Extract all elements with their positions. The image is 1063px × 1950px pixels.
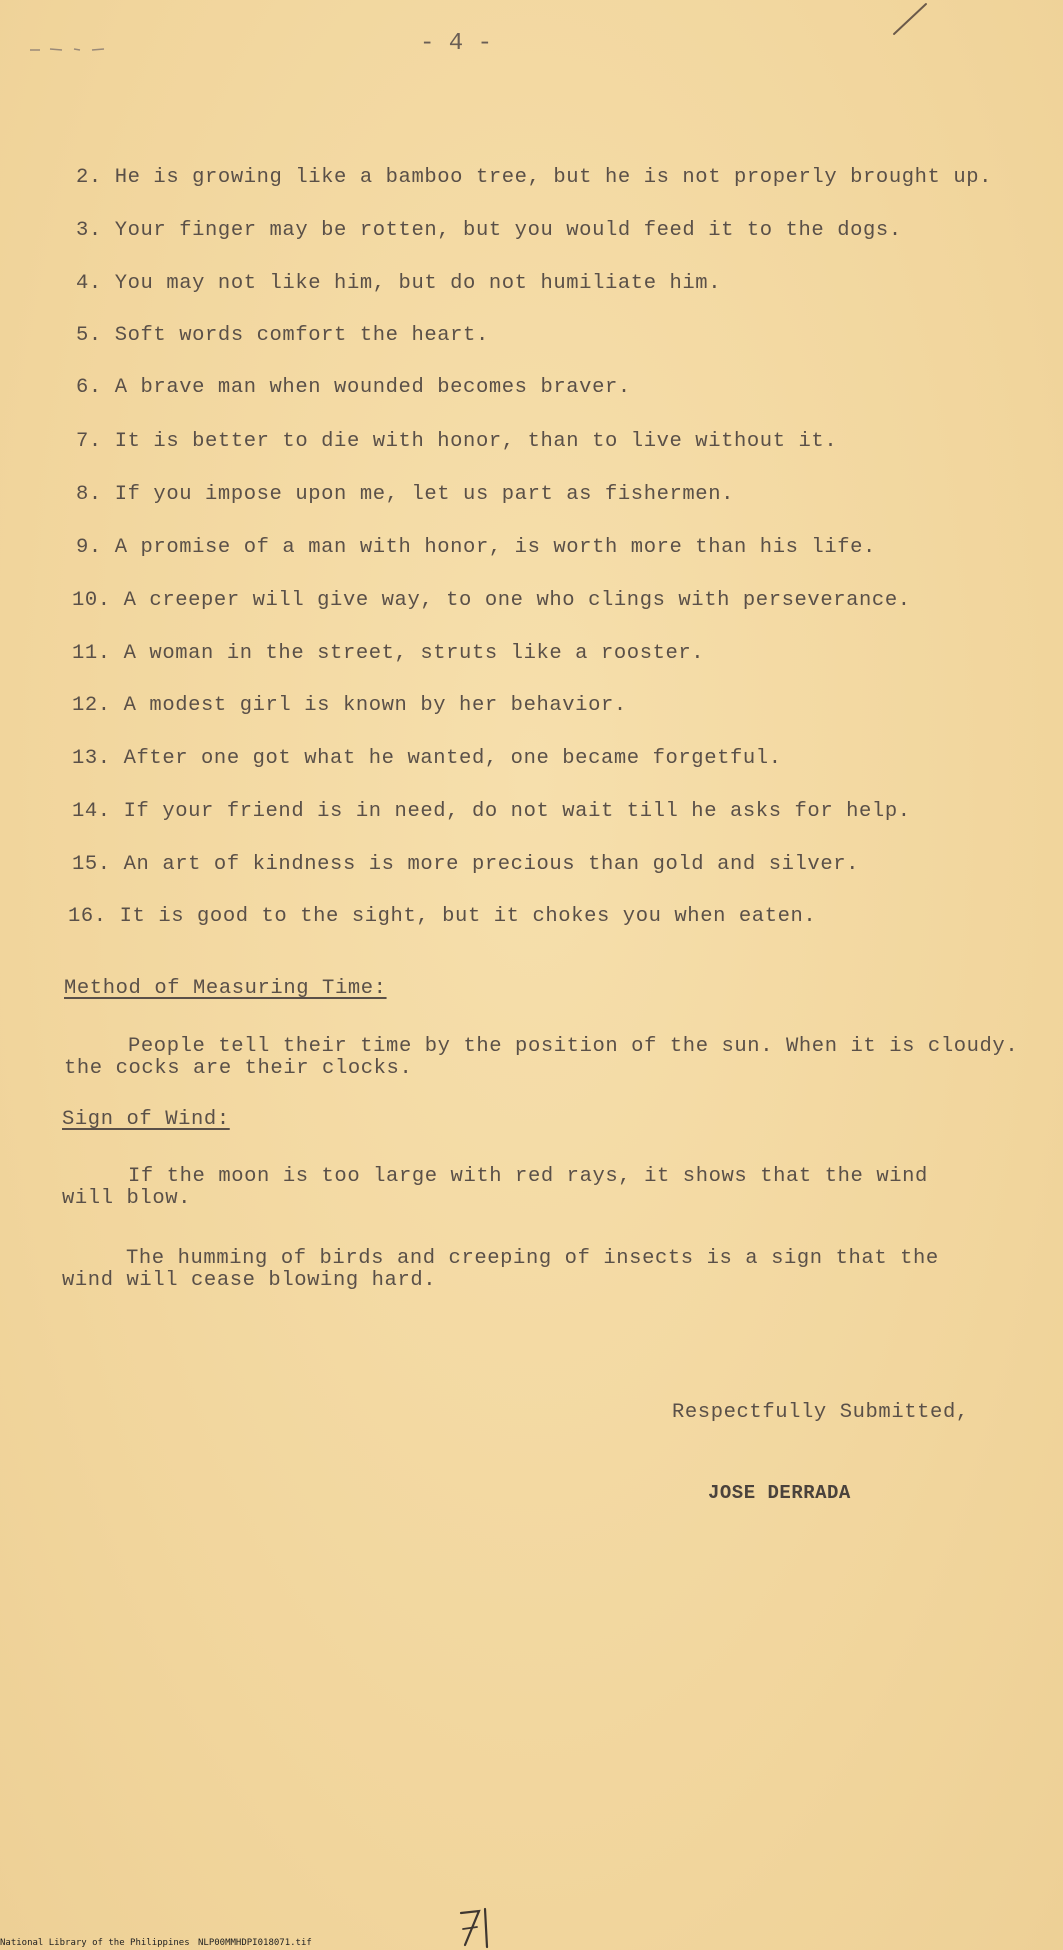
check-mark-icon bbox=[890, 0, 930, 40]
time-paragraph-line-2: the cocks are their clocks. bbox=[64, 1057, 413, 1080]
time-paragraph-line-1: People tell their time by the position of the sun. When it is cloudy. bbox=[128, 1035, 1019, 1058]
wind-paragraph-1-line-1: If the moon is too large with red rays, it shows that the wind bbox=[128, 1165, 928, 1188]
proverb-7: 7. It is better to die with honor, than to live without it. bbox=[76, 430, 838, 453]
proverb-11: 11. A woman in the street, struts like a rooster. bbox=[72, 642, 705, 665]
proverb-2: 2. He is growing like a bamboo tree, but he is not properly brought up. bbox=[76, 166, 993, 189]
proverb-8: 8. If you impose upon me, let us part as fishermen. bbox=[76, 483, 735, 506]
wind-paragraph-2-line-2: wind will cease blowing hard. bbox=[62, 1269, 437, 1292]
footer-library: National Library of the Philippines bbox=[0, 1938, 190, 1948]
signer-name: JOSE DERRADA bbox=[708, 1482, 851, 1504]
smudge-mark-icon bbox=[28, 44, 108, 54]
wind-paragraph-2-line-1: The humming of birds and creeping of insects is a sign that the bbox=[126, 1247, 939, 1270]
proverb-5: 5. Soft words comfort the heart. bbox=[76, 324, 489, 347]
footer-file: NLP00MMHDPI018071.tif bbox=[198, 1938, 312, 1948]
proverb-13: 13. After one got what he wanted, one became forgetful. bbox=[72, 747, 782, 770]
handwritten-page-number-icon bbox=[455, 1905, 501, 1950]
wind-paragraph-1-line-2: will blow. bbox=[62, 1187, 192, 1210]
wind-section-heading: Sign of Wind: bbox=[62, 1108, 230, 1131]
proverb-3: 3. Your finger may be rotten, but you would feed it to the dogs. bbox=[76, 219, 902, 242]
proverb-9: 9. A promise of a man with honor, is worth more than his life. bbox=[76, 536, 876, 559]
proverb-10: 10. A creeper will give way, to one who clings with perseverance. bbox=[72, 589, 911, 612]
proverb-12: 12. A modest girl is known by her behavior. bbox=[72, 694, 627, 717]
proverb-15: 15. An art of kindness is more precious than gold and silver. bbox=[72, 853, 860, 876]
page-number: - 4 - bbox=[420, 30, 493, 57]
proverb-6: 6. A brave man when wounded becomes braver. bbox=[76, 376, 631, 399]
closing-line: Respectfully Submitted, bbox=[672, 1401, 969, 1424]
time-section-heading: Method of Measuring Time: bbox=[64, 977, 387, 1000]
proverb-4: 4. You may not like him, but do not humiliate him. bbox=[76, 272, 722, 295]
proverb-16: 16. It is good to the sight, but it chokes you when eaten. bbox=[68, 905, 817, 928]
proverb-14: 14. If your friend is in need, do not wait till he asks for help. bbox=[72, 800, 911, 823]
